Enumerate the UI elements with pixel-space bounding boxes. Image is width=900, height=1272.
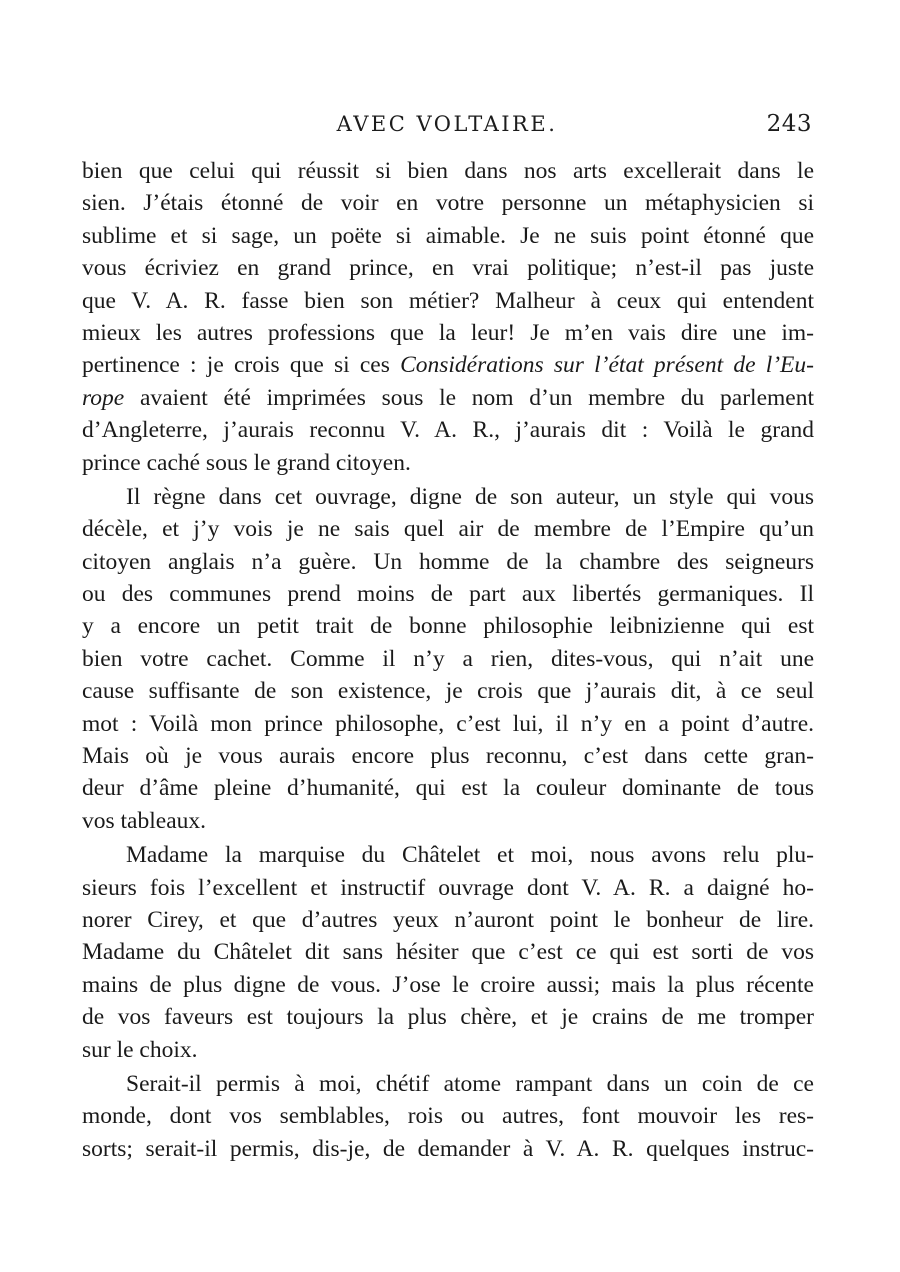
text-line: norer Cirey, et que d’autres yeux n’auront point le bonheur de lire. <box>82 906 814 933</box>
text-line: Il règne dans cet ouvrage, digne de son auteur, un style qui vous <box>126 483 814 510</box>
text-line: sien. J’étais étonné de voir en votre personne un métaphysicien si <box>82 190 814 217</box>
text-line: deur d’âme pleine d’humanité, qui est la couleur dominante de tous <box>82 775 814 802</box>
text-line: bien que celui qui réussit si bien dans nos arts excellerait dans le <box>82 158 814 184</box>
text-line: y a encore un petit trait de bonne philosophie leibnizienne qui est <box>82 613 814 640</box>
paragraph-1 <box>82 155 814 479</box>
text-line: citoyen anglais n’a guère. Un homme de la chambre des seigneurs <box>82 548 814 575</box>
text-line: ou des communes prend moins de part aux libertés germaniques. Il <box>82 581 814 608</box>
italic-title: Considérations sur l’état présent de l’Eu- <box>400 352 814 379</box>
text-line: d’Angleterre, j’aurais reconnu V. A. R., j’aurais dit : Voilà le grand <box>82 417 814 444</box>
text-line: cause suffisante de son existence, je crois que j’aurais dit, à ce seul <box>82 678 814 705</box>
text-line: Serait-il permis à moi, chétif atome rampant dans un coin de ce <box>126 1070 814 1097</box>
text-line: sublime et si sage, un poëte si aimable. Je ne suis point étonné que <box>82 222 814 249</box>
text-line: de vos faveurs est toujours la plus chère, et je crains de me tromper <box>82 1004 814 1031</box>
text-line: sur le choix. <box>82 1036 198 1063</box>
paragraph-2 <box>82 481 814 837</box>
page-number: 243 <box>766 111 812 137</box>
text-line: vous écriviez en grand prince, en vrai politique; n’est-il pas juste <box>82 255 814 282</box>
text-line: décèle, et j’y vois je ne sais quel air de membre de l’Empire qu’un <box>82 516 814 543</box>
text-line: monde, dont vos semblables, rois ou autres, font mouvoir les res- <box>82 1103 814 1130</box>
paragraph-3 <box>82 839 814 1066</box>
text-line: Madame du Châtelet dit sans hésiter que c’est ce qui est sorti de vos <box>82 939 814 966</box>
text-line: prince caché sous le grand citoyen. <box>82 449 411 476</box>
text-line: sieurs fois l’excellent et instructif ouvrage dont V. A. R. a daigné ho- <box>82 874 814 901</box>
text-line: que V. A. R. fasse bien son métier? Malheur à ceux qui entendent <box>82 287 814 314</box>
text-line: Madame la marquise du Châtelet et moi, nous avons relu plu- <box>126 842 814 869</box>
text-line: sorts; serait-il permis, dis-je, de demander à V. A. R. quelques instruc- <box>82 1135 814 1162</box>
text-line: mot : Voilà mon prince philosophe, c’est lui, il n’y en a point d’autre. <box>82 710 814 737</box>
text-line: Mais où je vous aurais encore plus reconnu, c’est dans cette gran- <box>82 743 814 770</box>
text-line: pertinence : je crois que si ces Considérations sur l’état présent de l’Eu- <box>82 352 814 379</box>
paragraph-4 <box>82 1068 814 1165</box>
running-title: AVEC VOLTAIRE. <box>336 112 558 136</box>
body-text <box>82 155 814 1165</box>
italic-title: rope <box>82 384 125 411</box>
text-line: mieux les autres professions que la leur! Je m’en vais dire une im- <box>82 319 814 346</box>
text-line: bien votre cachet. Comme il n’y a rien, dites-vous, qui n’ait une <box>82 645 814 672</box>
text-line: mains de plus digne de vous. J’ose le croire aussi; mais la plus récente <box>82 971 814 998</box>
text-line: rope avaient été imprimées sous le nom d’un membre du parlement <box>82 384 814 411</box>
running-header <box>82 112 812 146</box>
text-line: vos tableaux. <box>82 807 206 834</box>
